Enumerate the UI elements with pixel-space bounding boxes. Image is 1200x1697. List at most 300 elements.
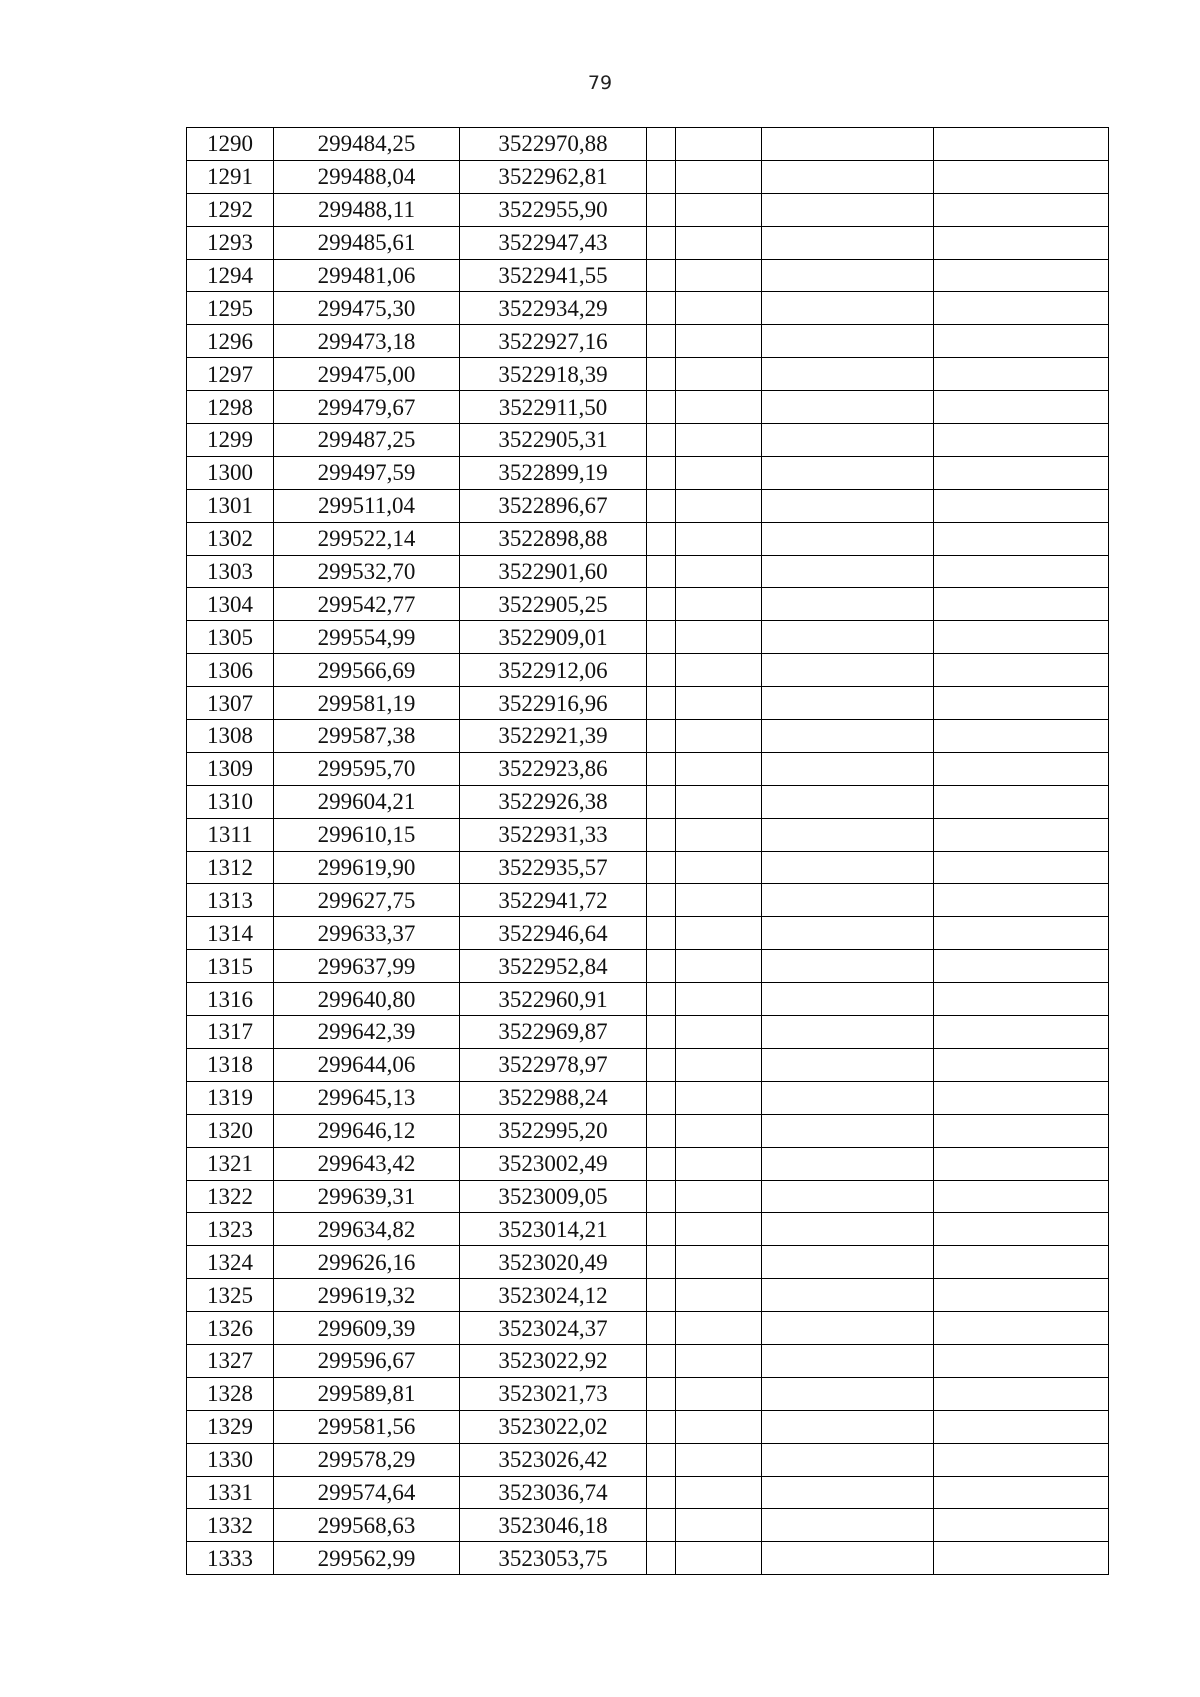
point-number-cell: 1330 <box>187 1443 274 1476</box>
x-coordinate-cell: 299627,75 <box>274 884 460 917</box>
x-coordinate-cell: 299488,04 <box>274 160 460 193</box>
empty-cell <box>762 1410 934 1443</box>
empty-cell <box>647 588 676 621</box>
empty-cell <box>934 160 1109 193</box>
point-number-cell: 1301 <box>187 489 274 522</box>
empty-cell <box>762 851 934 884</box>
coordinates-table-body <box>187 128 1109 1575</box>
empty-cell <box>647 687 676 720</box>
table-row <box>187 259 1109 292</box>
y-coordinate-cell: 3522896,67 <box>460 489 647 522</box>
y-coordinate-cell: 3522911,50 <box>460 391 647 424</box>
empty-cell <box>647 1213 676 1246</box>
empty-cell <box>762 752 934 785</box>
point-number-cell: 1322 <box>187 1180 274 1213</box>
point-number-cell: 1318 <box>187 1048 274 1081</box>
point-number-cell: 1307 <box>187 687 274 720</box>
empty-cell <box>934 358 1109 391</box>
table-row <box>187 391 1109 424</box>
empty-cell <box>647 160 676 193</box>
empty-cell <box>647 983 676 1016</box>
empty-cell <box>676 489 762 522</box>
point-number-cell: 1329 <box>187 1410 274 1443</box>
empty-cell <box>676 1509 762 1542</box>
point-number-cell: 1331 <box>187 1476 274 1509</box>
empty-cell <box>676 1377 762 1410</box>
x-coordinate-cell: 299644,06 <box>274 1048 460 1081</box>
empty-cell <box>934 687 1109 720</box>
y-coordinate-cell: 3523014,21 <box>460 1213 647 1246</box>
y-coordinate-cell: 3522916,96 <box>460 687 647 720</box>
empty-cell <box>676 621 762 654</box>
empty-cell <box>762 456 934 489</box>
empty-cell <box>676 193 762 226</box>
x-coordinate-cell: 299554,99 <box>274 621 460 654</box>
empty-cell <box>934 1114 1109 1147</box>
point-number-cell: 1327 <box>187 1344 274 1377</box>
empty-cell <box>934 884 1109 917</box>
empty-cell <box>676 456 762 489</box>
point-number-cell: 1293 <box>187 226 274 259</box>
x-coordinate-cell: 299578,29 <box>274 1443 460 1476</box>
empty-cell <box>762 1048 934 1081</box>
empty-cell <box>934 1377 1109 1410</box>
empty-cell <box>676 1147 762 1180</box>
x-coordinate-cell: 299522,14 <box>274 522 460 555</box>
table-row <box>187 1509 1109 1542</box>
empty-cell <box>934 785 1109 818</box>
empty-cell <box>676 1246 762 1279</box>
empty-cell <box>762 1279 934 1312</box>
empty-cell <box>676 259 762 292</box>
empty-cell <box>676 1048 762 1081</box>
empty-cell <box>647 424 676 457</box>
y-coordinate-cell: 3523036,74 <box>460 1476 647 1509</box>
y-coordinate-cell: 3522926,38 <box>460 785 647 818</box>
empty-cell <box>647 720 676 753</box>
empty-cell <box>934 621 1109 654</box>
point-number-cell: 1294 <box>187 259 274 292</box>
table-row <box>187 292 1109 325</box>
y-coordinate-cell: 3523024,37 <box>460 1312 647 1345</box>
empty-cell <box>762 588 934 621</box>
x-coordinate-cell: 299485,61 <box>274 226 460 259</box>
empty-cell <box>676 160 762 193</box>
x-coordinate-cell: 299637,99 <box>274 950 460 983</box>
empty-cell <box>762 1542 934 1575</box>
y-coordinate-cell: 3522918,39 <box>460 358 647 391</box>
table-row <box>187 555 1109 588</box>
point-number-cell: 1316 <box>187 983 274 1016</box>
empty-cell <box>762 160 934 193</box>
x-coordinate-cell: 299566,69 <box>274 654 460 687</box>
empty-cell <box>676 720 762 753</box>
x-coordinate-cell: 299562,99 <box>274 1542 460 1575</box>
table-row <box>187 1016 1109 1049</box>
x-coordinate-cell: 299642,39 <box>274 1016 460 1049</box>
y-coordinate-cell: 3522946,64 <box>460 917 647 950</box>
point-number-cell: 1326 <box>187 1312 274 1345</box>
point-number-cell: 1314 <box>187 917 274 950</box>
empty-cell <box>676 325 762 358</box>
empty-cell <box>762 259 934 292</box>
empty-cell <box>934 1344 1109 1377</box>
empty-cell <box>676 358 762 391</box>
empty-cell <box>647 555 676 588</box>
table-row <box>187 226 1109 259</box>
point-number-cell: 1295 <box>187 292 274 325</box>
point-number-cell: 1302 <box>187 522 274 555</box>
point-number-cell: 1313 <box>187 884 274 917</box>
empty-cell <box>676 1344 762 1377</box>
point-number-cell: 1297 <box>187 358 274 391</box>
empty-cell <box>934 752 1109 785</box>
empty-cell <box>647 1180 676 1213</box>
empty-cell <box>762 818 934 851</box>
point-number-cell: 1290 <box>187 128 274 161</box>
empty-cell <box>934 1246 1109 1279</box>
empty-cell <box>934 720 1109 753</box>
empty-cell <box>647 391 676 424</box>
table-row <box>187 1443 1109 1476</box>
empty-cell <box>934 851 1109 884</box>
empty-cell <box>762 1081 934 1114</box>
table-row <box>187 917 1109 950</box>
point-number-cell: 1300 <box>187 456 274 489</box>
empty-cell <box>676 1114 762 1147</box>
empty-cell <box>934 325 1109 358</box>
empty-cell <box>934 522 1109 555</box>
empty-cell <box>676 917 762 950</box>
empty-cell <box>647 259 676 292</box>
empty-cell <box>762 720 934 753</box>
empty-cell <box>762 193 934 226</box>
x-coordinate-cell: 299479,67 <box>274 391 460 424</box>
empty-cell <box>647 654 676 687</box>
x-coordinate-cell: 299488,11 <box>274 193 460 226</box>
empty-cell <box>647 1147 676 1180</box>
empty-cell <box>676 1180 762 1213</box>
empty-cell <box>762 1016 934 1049</box>
empty-cell <box>647 1279 676 1312</box>
empty-cell <box>647 1312 676 1345</box>
point-number-cell: 1298 <box>187 391 274 424</box>
point-number-cell: 1292 <box>187 193 274 226</box>
x-coordinate-cell: 299595,70 <box>274 752 460 785</box>
empty-cell <box>934 1279 1109 1312</box>
x-coordinate-cell: 299619,32 <box>274 1279 460 1312</box>
empty-cell <box>934 456 1109 489</box>
empty-cell <box>762 424 934 457</box>
empty-cell <box>934 193 1109 226</box>
empty-cell <box>647 1344 676 1377</box>
empty-cell <box>762 292 934 325</box>
x-coordinate-cell: 299487,25 <box>274 424 460 457</box>
empty-cell <box>762 687 934 720</box>
y-coordinate-cell: 3523021,73 <box>460 1377 647 1410</box>
point-number-cell: 1319 <box>187 1081 274 1114</box>
point-number-cell: 1296 <box>187 325 274 358</box>
empty-cell <box>762 950 934 983</box>
empty-cell <box>676 1279 762 1312</box>
empty-cell <box>934 1443 1109 1476</box>
empty-cell <box>934 1180 1109 1213</box>
table-row <box>187 950 1109 983</box>
empty-cell <box>934 1016 1109 1049</box>
table-row <box>187 983 1109 1016</box>
empty-cell <box>762 1377 934 1410</box>
empty-cell <box>934 1147 1109 1180</box>
point-number-cell: 1303 <box>187 555 274 588</box>
y-coordinate-cell: 3522899,19 <box>460 456 647 489</box>
empty-cell <box>647 1542 676 1575</box>
empty-cell <box>647 950 676 983</box>
x-coordinate-cell: 299610,15 <box>274 818 460 851</box>
y-coordinate-cell: 3522905,31 <box>460 424 647 457</box>
point-number-cell: 1323 <box>187 1213 274 1246</box>
empty-cell <box>647 1081 676 1114</box>
y-coordinate-cell: 3522898,88 <box>460 522 647 555</box>
table-row <box>187 1344 1109 1377</box>
table-row <box>187 621 1109 654</box>
y-coordinate-cell: 3522901,60 <box>460 555 647 588</box>
x-coordinate-cell: 299581,19 <box>274 687 460 720</box>
y-coordinate-cell: 3523002,49 <box>460 1147 647 1180</box>
y-coordinate-cell: 3522970,88 <box>460 128 647 161</box>
empty-cell <box>676 226 762 259</box>
y-coordinate-cell: 3522962,81 <box>460 160 647 193</box>
point-number-cell: 1324 <box>187 1246 274 1279</box>
empty-cell <box>676 851 762 884</box>
page-number: 79 <box>587 72 613 94</box>
empty-cell <box>934 1048 1109 1081</box>
table-row <box>187 851 1109 884</box>
empty-cell <box>676 687 762 720</box>
coordinates-table <box>186 127 1109 1575</box>
empty-cell <box>647 1016 676 1049</box>
empty-cell <box>934 391 1109 424</box>
point-number-cell: 1291 <box>187 160 274 193</box>
y-coordinate-cell: 3522988,24 <box>460 1081 647 1114</box>
x-coordinate-cell: 299633,37 <box>274 917 460 950</box>
empty-cell <box>647 851 676 884</box>
empty-cell <box>762 1476 934 1509</box>
x-coordinate-cell: 299596,67 <box>274 1344 460 1377</box>
y-coordinate-cell: 3522912,06 <box>460 654 647 687</box>
empty-cell <box>762 391 934 424</box>
empty-cell <box>934 489 1109 522</box>
empty-cell <box>647 818 676 851</box>
point-number-cell: 1328 <box>187 1377 274 1410</box>
x-coordinate-cell: 299532,70 <box>274 555 460 588</box>
point-number-cell: 1333 <box>187 1542 274 1575</box>
y-coordinate-cell: 3523022,92 <box>460 1344 647 1377</box>
point-number-cell: 1310 <box>187 785 274 818</box>
x-coordinate-cell: 299604,21 <box>274 785 460 818</box>
empty-cell <box>676 1443 762 1476</box>
point-number-cell: 1321 <box>187 1147 274 1180</box>
empty-cell <box>762 128 934 161</box>
empty-cell <box>647 292 676 325</box>
empty-cell <box>762 1312 934 1345</box>
empty-cell <box>647 785 676 818</box>
empty-cell <box>647 1443 676 1476</box>
table-row <box>187 456 1109 489</box>
empty-cell <box>762 358 934 391</box>
empty-cell <box>762 325 934 358</box>
empty-cell <box>647 1377 676 1410</box>
y-coordinate-cell: 3522952,84 <box>460 950 647 983</box>
table-row <box>187 1213 1109 1246</box>
empty-cell <box>934 950 1109 983</box>
empty-cell <box>647 1509 676 1542</box>
empty-cell <box>676 818 762 851</box>
empty-cell <box>934 259 1109 292</box>
empty-cell <box>647 325 676 358</box>
table-row <box>187 785 1109 818</box>
empty-cell <box>647 1410 676 1443</box>
point-number-cell: 1299 <box>187 424 274 457</box>
x-coordinate-cell: 299542,77 <box>274 588 460 621</box>
point-number-cell: 1320 <box>187 1114 274 1147</box>
empty-cell <box>676 128 762 161</box>
x-coordinate-cell: 299484,25 <box>274 128 460 161</box>
empty-cell <box>676 391 762 424</box>
point-number-cell: 1325 <box>187 1279 274 1312</box>
empty-cell <box>676 555 762 588</box>
table-row <box>187 1377 1109 1410</box>
empty-cell <box>647 128 676 161</box>
empty-cell <box>676 1016 762 1049</box>
empty-cell <box>934 654 1109 687</box>
empty-cell <box>676 785 762 818</box>
empty-cell <box>762 654 934 687</box>
point-number-cell: 1311 <box>187 818 274 851</box>
x-coordinate-cell: 299639,31 <box>274 1180 460 1213</box>
y-coordinate-cell: 3522969,87 <box>460 1016 647 1049</box>
empty-cell <box>647 884 676 917</box>
empty-cell <box>762 1246 934 1279</box>
x-coordinate-cell: 299568,63 <box>274 1509 460 1542</box>
empty-cell <box>934 1081 1109 1114</box>
empty-cell <box>934 1476 1109 1509</box>
empty-cell <box>676 983 762 1016</box>
y-coordinate-cell: 3522955,90 <box>460 193 647 226</box>
empty-cell <box>934 818 1109 851</box>
empty-cell <box>934 983 1109 1016</box>
x-coordinate-cell: 299643,42 <box>274 1147 460 1180</box>
y-coordinate-cell: 3522947,43 <box>460 226 647 259</box>
empty-cell <box>934 1312 1109 1345</box>
empty-cell <box>676 884 762 917</box>
x-coordinate-cell: 299589,81 <box>274 1377 460 1410</box>
x-coordinate-cell: 299640,80 <box>274 983 460 1016</box>
empty-cell <box>676 1081 762 1114</box>
empty-cell <box>647 489 676 522</box>
table-row <box>187 489 1109 522</box>
empty-cell <box>676 1312 762 1345</box>
x-coordinate-cell: 299475,30 <box>274 292 460 325</box>
table-row <box>187 1147 1109 1180</box>
empty-cell <box>762 1147 934 1180</box>
table-row <box>187 687 1109 720</box>
y-coordinate-cell: 3522978,97 <box>460 1048 647 1081</box>
empty-cell <box>934 588 1109 621</box>
table-row <box>187 752 1109 785</box>
empty-cell <box>934 1509 1109 1542</box>
table-row <box>187 358 1109 391</box>
empty-cell <box>762 785 934 818</box>
point-number-cell: 1312 <box>187 851 274 884</box>
empty-cell <box>676 588 762 621</box>
point-number-cell: 1304 <box>187 588 274 621</box>
y-coordinate-cell: 3522934,29 <box>460 292 647 325</box>
empty-cell <box>676 950 762 983</box>
empty-cell <box>762 1114 934 1147</box>
empty-cell <box>647 226 676 259</box>
y-coordinate-cell: 3522995,20 <box>460 1114 647 1147</box>
empty-cell <box>934 1213 1109 1246</box>
empty-cell <box>762 1509 934 1542</box>
empty-cell <box>762 1180 934 1213</box>
x-coordinate-cell: 299645,13 <box>274 1081 460 1114</box>
x-coordinate-cell: 299511,04 <box>274 489 460 522</box>
empty-cell <box>647 917 676 950</box>
table-row <box>187 1279 1109 1312</box>
empty-cell <box>934 1542 1109 1575</box>
point-number-cell: 1315 <box>187 950 274 983</box>
table-row <box>187 424 1109 457</box>
empty-cell <box>762 522 934 555</box>
empty-cell <box>762 555 934 588</box>
y-coordinate-cell: 3522960,91 <box>460 983 647 1016</box>
table-row <box>187 884 1109 917</box>
y-coordinate-cell: 3523009,05 <box>460 1180 647 1213</box>
empty-cell <box>934 424 1109 457</box>
empty-cell <box>647 1114 676 1147</box>
empty-cell <box>676 522 762 555</box>
y-coordinate-cell: 3522935,57 <box>460 851 647 884</box>
y-coordinate-cell: 3522921,39 <box>460 720 647 753</box>
empty-cell <box>762 1213 934 1246</box>
y-coordinate-cell: 3522927,16 <box>460 325 647 358</box>
y-coordinate-cell: 3522941,72 <box>460 884 647 917</box>
empty-cell <box>934 555 1109 588</box>
table-row <box>187 128 1109 161</box>
table-row <box>187 818 1109 851</box>
empty-cell <box>647 752 676 785</box>
table-row <box>187 1048 1109 1081</box>
point-number-cell: 1306 <box>187 654 274 687</box>
empty-cell <box>676 1410 762 1443</box>
point-number-cell: 1317 <box>187 1016 274 1049</box>
point-number-cell: 1308 <box>187 720 274 753</box>
empty-cell <box>647 193 676 226</box>
table-row <box>187 160 1109 193</box>
empty-cell <box>762 489 934 522</box>
x-coordinate-cell: 299634,82 <box>274 1213 460 1246</box>
table-row <box>187 1476 1109 1509</box>
x-coordinate-cell: 299574,64 <box>274 1476 460 1509</box>
empty-cell <box>762 917 934 950</box>
empty-cell <box>934 128 1109 161</box>
y-coordinate-cell: 3522905,25 <box>460 588 647 621</box>
x-coordinate-cell: 299609,39 <box>274 1312 460 1345</box>
table-row <box>187 1246 1109 1279</box>
table-row <box>187 1542 1109 1575</box>
table-row <box>187 522 1109 555</box>
empty-cell <box>762 983 934 1016</box>
